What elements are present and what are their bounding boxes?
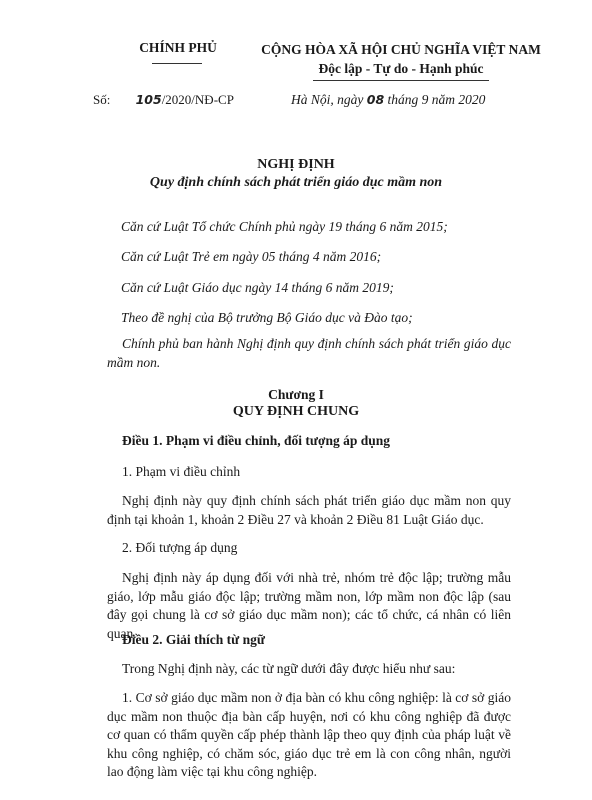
chapter-label: Chương I <box>268 387 324 402</box>
document-subject: Quy định chính sách phát triển giáo dục mầm non <box>149 175 443 190</box>
place-prefix: Hà Nội, ngày <box>291 92 364 107</box>
issuer-name: CHÍNH PHỦ <box>139 40 217 55</box>
handwritten-day: 08 <box>366 92 385 107</box>
clause-2-text: Nghị định này áp dụng đối với nhà trẻ, nhóm trẻ độc lập; trường mẫu giáo, lớp mẫu giáo độc lập; trường mầm non, lớp mầm non độc lập (sau đây gọi chung là cơ sở giáo dục mầm non); các tổ chức, cá nhân có liên quan. <box>107 570 511 641</box>
national-header <box>258 40 544 78</box>
document-type: NGHỊ ĐỊNH <box>257 157 335 172</box>
article-1-heading: Điều 1. Phạm vi điều chỉnh, đối tượng áp dụng <box>122 433 391 448</box>
handwritten-number: 105 <box>135 92 162 107</box>
preamble-line: Căn cứ Luật Giáo dục ngày 14 tháng 6 năm 2019; <box>121 280 394 295</box>
clause-2-heading: 2. Đối tượng áp dụng <box>122 540 238 555</box>
number-prefix: Số: <box>93 92 111 107</box>
chapter-title: QUY ĐỊNH CHUNG <box>232 404 360 419</box>
country-name: CỘNG HÒA XÃ HỘI CHỦ NGHĨA VIỆT NAM <box>261 42 541 57</box>
article-2-intro: Trong Nghị định này, các từ ngữ dưới đây được hiểu như sau: <box>122 661 456 676</box>
definition-item-1: 1. Cơ sở giáo dục mầm non ở địa bàn có khu công nghiệp: là cơ sở giáo dục mầm non thuộc địa bàn cấp huyện, nơi có khu công nghiệp đã được cơ quan có thẩm quyền cấp phép thành lập theo quy định của pháp luật về khu công nghiệp, có chăm sóc, giáo dục trẻ em là con công nhân, người lao động làm việc tại khu công nghiệp. <box>107 690 511 779</box>
clause-1-heading: 1. Phạm vi điều chỉnh <box>122 464 241 479</box>
place-suffix: tháng 9 năm 2020 <box>387 92 486 107</box>
issuer-underline <box>152 63 202 64</box>
document-number <box>93 92 234 108</box>
national-motto: Độc lập - Tự do - Hạnh phúc <box>318 61 484 76</box>
preamble-line: Theo đề nghị của Bộ trưởng Bộ Giáo dục và Đào tạo; <box>121 310 413 325</box>
number-suffix: /2020/NĐ-CP <box>161 92 234 107</box>
preamble-line: Căn cứ Luật Tổ chức Chính phủ ngày 19 tháng 6 năm 2015; <box>121 219 448 234</box>
clause-1-text: Nghị định này quy định chính sách phát triển giáo dục mầm non quy định tại khoản 1, khoản 2 Điều 27 và khoản 2 Điều 81 Luật Giáo dục. <box>107 493 511 527</box>
motto-underline <box>313 80 489 81</box>
preamble-final: Chính phủ ban hành Nghị định quy định chính sách phát triển giáo dục mầm non. <box>107 336 511 370</box>
place-date <box>291 92 485 108</box>
preamble-line: Căn cứ Luật Trẻ em ngày 05 tháng 4 năm 2016; <box>121 249 382 264</box>
article-2-heading: Điều 2. Giải thích từ ngữ <box>122 632 265 647</box>
